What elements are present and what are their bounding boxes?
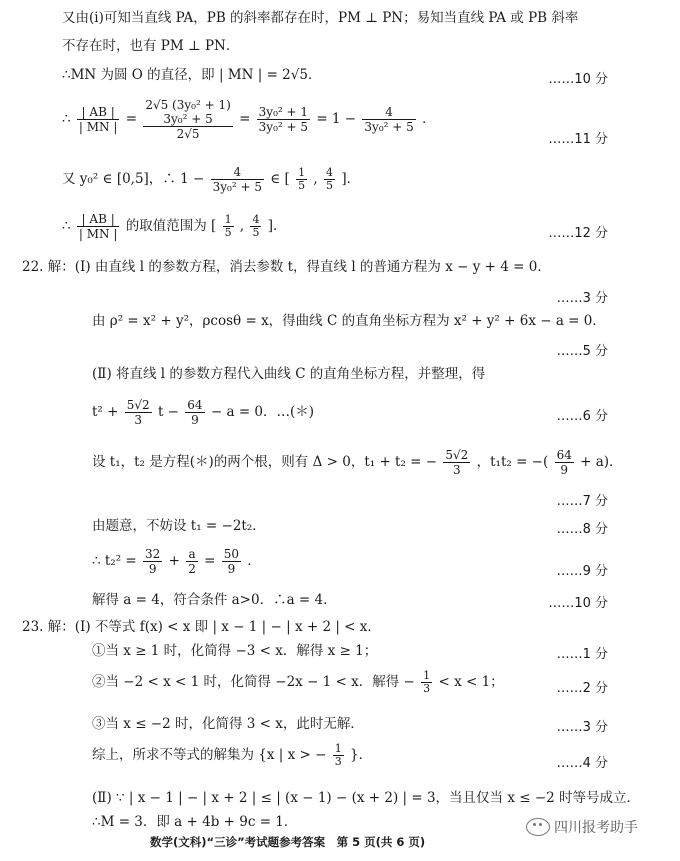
fraction-numerator: 50 bbox=[223, 547, 240, 561]
fraction-denominator: 5 bbox=[326, 179, 334, 192]
formula-text: 又 y₀² ∈ [0,5]，∴ 1 − bbox=[62, 171, 205, 187]
question-22-part1: 22. 解：(Ⅰ) 由直线 l 的参数方程，消去参数 t，得直线 l 的普通方程为 x − y + 4 = 0． bbox=[22, 259, 551, 275]
formula-text: 综上，所求不等式的解集为 {x | x > − bbox=[92, 747, 327, 763]
formula-line bbox=[92, 547, 261, 576]
formula-line bbox=[92, 743, 372, 768]
formula-text: ，t₁t₂ = −( bbox=[476, 454, 549, 470]
formula-line bbox=[92, 448, 623, 477]
fraction-numerator: 2√5 (3y₀² + 1) bbox=[145, 98, 231, 112]
question-23-part1: 23. 解：(Ⅰ) 不等式 f(x) < x 即 | x − 1 | − | x + 2 | < x． bbox=[22, 619, 381, 635]
score-mark: ……10 分 bbox=[548, 596, 608, 611]
score-mark: ……7 分 bbox=[556, 494, 608, 509]
fraction-numerator: 1 bbox=[423, 669, 431, 682]
fraction-denominator: 3 bbox=[423, 682, 431, 695]
watermark bbox=[526, 817, 638, 837]
fraction-denominator: 2√5 bbox=[176, 127, 200, 141]
wechat-icon bbox=[526, 818, 550, 836]
fraction-numerator: 4 bbox=[362, 105, 415, 120]
score-mark: ……11 分 bbox=[548, 132, 608, 147]
fraction-denominator: 5 bbox=[252, 226, 260, 239]
fraction-denominator: 3 bbox=[334, 755, 342, 768]
fraction-denominator: | MN | bbox=[78, 120, 118, 134]
formula-text: ． bbox=[247, 553, 261, 569]
formula-line: 又 y₀² ∈ [0,5]，∴ 1 − $\frac{4}{\text{3y₀² + 5}}$ ∈ [ $\frac{1}{5}$ , $\frac{4}{5}$ ]． bbox=[62, 165, 361, 194]
formula-text: − a = 0．…(＊) bbox=[210, 404, 315, 420]
text-line: ∴MN 为圆 O 的直径，即 | MN | = 2√5． bbox=[62, 67, 322, 83]
text-line: ∴M = 3．即 a + 4b + 9c = 1． bbox=[92, 814, 298, 830]
score-mark: ……10 分 bbox=[548, 72, 608, 87]
fraction-numerator: 4 bbox=[326, 166, 334, 179]
fraction-denominator: 3y₀² + 5 bbox=[364, 120, 414, 134]
score-mark: ……5 分 bbox=[556, 344, 608, 359]
fraction-denominator: 9 bbox=[560, 463, 569, 477]
formula-line: ∴ $\frac{| AB |}{| MN |}$ = 2√5 (3y₀² + 1) 3y₀² + 5 2√5 = $\frac{\text{3y₀² + 1}}{\text{3y₀² + 5}}$ = 1 − $\frac{4}{\text{3y₀² + 5}}$ ． bbox=[62, 98, 436, 141]
formula-text: < x < 1； bbox=[438, 674, 504, 690]
formula-text: + a)． bbox=[580, 454, 623, 470]
formula-text: = bbox=[204, 553, 216, 569]
formula-text: = 1 − bbox=[316, 111, 357, 127]
fraction-denominator: | MN | bbox=[78, 227, 118, 241]
text-line: ③当 x ≤ −2 时，化简得 3 < x，此时无解． bbox=[92, 716, 364, 732]
score-mark: ……6 分 bbox=[556, 409, 608, 424]
formula-line bbox=[92, 670, 504, 695]
fraction-numerator: 32 bbox=[145, 547, 161, 561]
text-line: 由题意，不妨设 t₁ = −2t₂． bbox=[92, 518, 266, 534]
formula-text: ]． bbox=[267, 218, 287, 234]
fraction-numerator: 4 bbox=[211, 165, 264, 180]
fraction-numerator: | AB | bbox=[77, 212, 120, 227]
formula-text: t² + bbox=[92, 404, 119, 420]
fraction-denominator: 2 bbox=[188, 562, 196, 576]
score-mark: ……12 分 bbox=[548, 226, 608, 241]
watermark-text: 四川报考助手 bbox=[554, 820, 638, 836]
score-mark: ……1 分 bbox=[556, 647, 608, 662]
text-line: 又由(i)可知当直线 PA，PB 的斜率都存在时，PM ⊥ PN；易知当直线 PA 或 PB 斜率 bbox=[62, 10, 579, 26]
fraction-numerator: 64 bbox=[187, 398, 203, 412]
fraction-numerator: 1 bbox=[334, 742, 342, 755]
score-mark: ……2 分 bbox=[556, 681, 608, 696]
score-mark: ……4 分 bbox=[556, 756, 608, 771]
fraction-numerator: 3y₀² + 1 bbox=[258, 105, 309, 119]
text-line: 不存在时，也有 PM ⊥ PN． bbox=[62, 38, 240, 54]
text-line: ①当 x ≥ 1 时，化简得 −3 < x．解得 x ≥ 1； bbox=[92, 643, 378, 659]
score-mark: ……8 分 bbox=[556, 522, 608, 537]
formula-text: ]． bbox=[341, 171, 361, 187]
fraction-denominator: 9 bbox=[227, 562, 236, 576]
formula-text: ②当 −2 < x < 1 时，化简得 −2x − 1 < x．解得 − bbox=[92, 674, 415, 690]
fraction-numerator: 4 bbox=[252, 213, 260, 226]
fraction-numerator: | AB | bbox=[77, 105, 120, 120]
score-mark: ……9 分 bbox=[556, 564, 608, 579]
fraction-denominator: 9 bbox=[191, 413, 199, 427]
fraction-denominator: 3y₀² + 5 bbox=[212, 180, 262, 194]
score-mark: ……3 分 bbox=[556, 291, 608, 306]
text-line: 由 ρ² = x² + y²，ρcosθ = x，得曲线 C 的直角坐标方程为 x² + y² + 6x − a = 0． bbox=[92, 313, 606, 329]
fraction-numerator: 1 bbox=[224, 213, 232, 226]
fraction-denominator: 5 bbox=[298, 179, 306, 192]
formula-text: ∈ [ bbox=[270, 171, 290, 187]
text-line: 解得 a = 4，符合条件 a>0．∴a = 4． bbox=[92, 592, 337, 608]
page-footer: 数学(文科)“三诊”考试题参考答案 第 5 页(共 6 页) bbox=[150, 835, 426, 849]
fraction-numerator: 5√2 bbox=[445, 448, 469, 462]
formula-text: }． bbox=[350, 747, 373, 763]
fraction-denominator: 3 bbox=[453, 463, 461, 477]
formula-text: + bbox=[168, 553, 180, 569]
fraction-denominator: 9 bbox=[148, 562, 157, 576]
fraction-denominator: 3y₀² + 5 bbox=[258, 120, 309, 134]
formula-text: t − bbox=[157, 404, 179, 420]
question-22-part2: (Ⅱ) 将直线 l 的参数方程代入曲线 C 的直角坐标方程，并整理，得 bbox=[92, 366, 486, 382]
formula-text: 的取值范围为 [ bbox=[125, 218, 217, 234]
formula-line: ∴ $\frac{| AB |}{| MN |}$ 的取值范围为 [ $\frac{1}{5}$ , $\frac{4}{5}$ ]． bbox=[62, 212, 287, 241]
fraction-denominator: 3 bbox=[134, 413, 143, 427]
fraction-numerator: a bbox=[186, 547, 198, 562]
formula-text: 设 t₁，t₂ 是方程(＊)的两个根，则有 Δ > 0，t₁ + t₂ = − bbox=[92, 454, 438, 470]
fraction-numerator: 1 bbox=[298, 166, 306, 179]
score-mark: ……3 分 bbox=[556, 720, 608, 735]
fraction-numerator: 64 bbox=[556, 448, 572, 462]
formula-text: ∴ t₂² = bbox=[92, 553, 137, 569]
fraction-numerator: 3y₀² + 5 bbox=[143, 112, 232, 127]
question-23-part2: (Ⅱ) ∵ | x − 1 | − | x + 2 | ≤ | (x − 1) − (x + 2) | = 3，当且仅当 x ≤ −2 时等号成立． bbox=[92, 790, 641, 806]
formula-line bbox=[92, 398, 314, 427]
fraction-numerator: 5√2 bbox=[126, 398, 150, 412]
fraction-denominator: 5 bbox=[224, 226, 232, 239]
